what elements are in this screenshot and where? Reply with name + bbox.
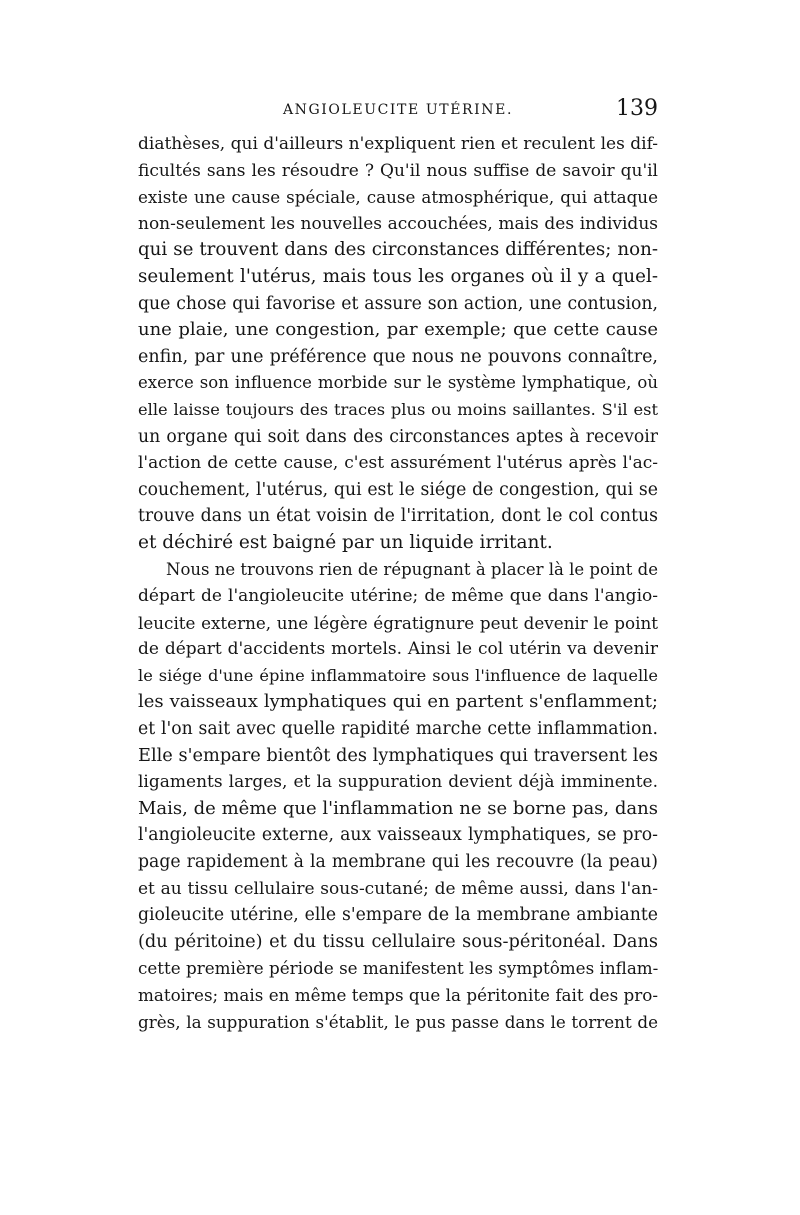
text-line: exerce son influence morbide sur le système lymphatique, où	[138, 373, 658, 393]
running-title: ANGIOLEUCITE UTÉRINE.	[282, 102, 514, 118]
text-line: seulement l'utérus, mais tous les organes où il y a quel-	[138, 265, 658, 287]
text-line: Nous ne trouvons rien de répugnant à placer là le point de	[166, 559, 658, 579]
text-line: une plaie, une congestion, par exemple; que cette cause	[138, 319, 658, 341]
text-line: qui se trouvent dans des circonstances différentes; non-	[138, 239, 658, 261]
text-line: cette première période se manifestent les symptômes inflam-	[138, 958, 659, 979]
text-line: ficultés sans les résoudre ? Qu'il nous suffise de savoir qu'il	[138, 160, 658, 181]
text-line: diathèses, qui d'ailleurs n'expliquent rien et reculent les dif-	[138, 134, 658, 154]
text-line: que chose qui favorise et assure son action, une contusion,	[138, 293, 658, 314]
body-text	[138, 131, 658, 1035]
text-line: les vaisseaux lymphatiques qui en partent s'enflamment;	[138, 691, 658, 713]
text-line: couchement, l'utérus, qui est le siége de congestion, qui se	[138, 479, 658, 500]
text-line: elle laisse toujours des traces plus ou moins saillantes. S'il est	[138, 399, 658, 419]
text-line: matoires; mais en même temps que la péritonite fait des pro-	[138, 985, 658, 1005]
text-line: départ de l'angioleucite utérine; de même que dans l'angio-	[138, 586, 658, 607]
text-line: (du péritoine) et du tissu cellulaire sous-péritonéal. Dans	[138, 931, 658, 952]
page-number: 139	[616, 96, 658, 121]
text-line: le siége d'une épine inflammatoire sous l'influence de laquelle	[138, 665, 658, 685]
text-line: et au tissu cellulaire sous-cutané; de même aussi, dans l'an-	[138, 878, 658, 899]
text-line: non-seulement les nouvelles accouchées, mais des individus	[138, 213, 658, 234]
text-line: gioleucite utérine, elle s'empare de la membrane ambiante	[138, 905, 658, 926]
text-line: page rapidement à la membrane qui les recouvre (la peau)	[138, 852, 658, 873]
text-line: leucite externe, une légère égratignure peut devenir le point	[138, 612, 658, 633]
text-line: ligaments larges, et la suppuration devient déjà imminente.	[138, 772, 658, 793]
text-line: l'angioleucite externe, aux vaisseaux lymphatiques, se pro-	[138, 825, 658, 846]
text-line: et l'on sait avec quelle rapidité marche cette inflammation.	[138, 719, 658, 740]
text-line: un organe qui soit dans des circonstances aptes à recevoir	[138, 426, 658, 447]
text-line: grès, la suppuration s'établit, le pus passe dans le torrent de	[138, 1011, 658, 1032]
text-line: Elle s'empare bientôt des lymphatiques qui traversent les	[138, 745, 658, 766]
text-line: trouve dans un état voisin de l'irritation, dont le col contus	[138, 506, 658, 527]
text-line: et déchiré est baigné par un liquide irritant.	[138, 531, 553, 553]
page-header	[138, 96, 658, 126]
text-line: existe une cause spéciale, cause atmosphérique, qui attaque	[138, 187, 658, 208]
text-line: l'action de cette cause, c'est assurément l'utérus après l'ac-	[138, 453, 658, 474]
text-line: Mais, de même que l'inflammation ne se borne pas, dans	[138, 797, 658, 819]
text-line: de départ d'accidents mortels. Ainsi le col utérin va devenir	[138, 639, 658, 660]
text-line: enfin, par une préférence que nous ne pouvons connaître,	[138, 346, 658, 367]
